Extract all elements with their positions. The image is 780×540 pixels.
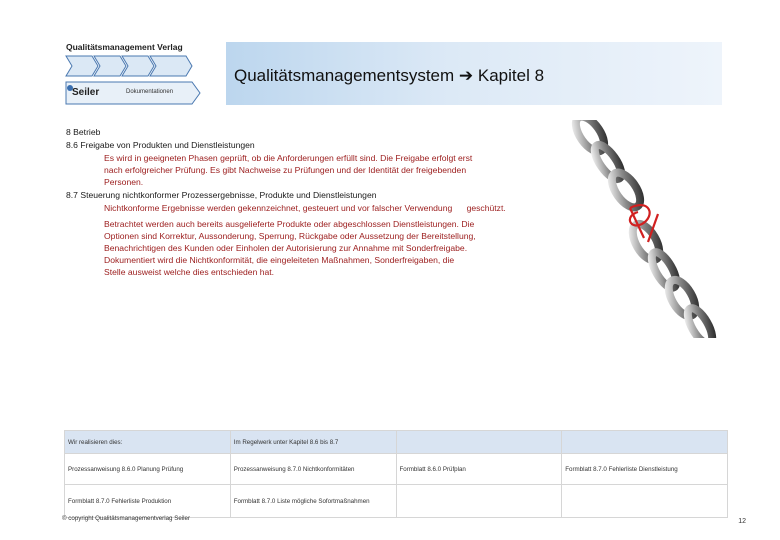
logo-title: Qualitätsmanagement Verlag (66, 42, 183, 52)
reference-table (64, 430, 728, 518)
title-text: Qualitätsmanagementsystem (234, 66, 455, 85)
table-header-row (65, 431, 728, 454)
table-cell: Prozessanweisung 8.6.0 Planung Prüfung (65, 454, 231, 485)
paragraph-8-6-line: nach erfolgreicher Prüfung. Es gibt Nachweise zu Prüfungen und der Identität der freigebenden (104, 165, 467, 175)
table-cell: Wir realisieren dies: (65, 431, 231, 454)
chapter-label: Kapitel 8 (477, 66, 545, 85)
table-cell: Formblatt 8.7.0 Fehlerliste Produktion (65, 485, 231, 518)
table-cell (396, 431, 562, 454)
table-row (65, 485, 728, 518)
paragraph-8-7-line: Benachrichtigen des Kunden oder Einholen der Autorisierung zur Annahme mit Sonderfreigabe. (104, 243, 468, 253)
page-number: 12 (738, 518, 746, 525)
table-cell (562, 431, 728, 454)
logo-subtitle: Dokumentationen (126, 89, 174, 95)
header-banner (226, 42, 722, 105)
paragraph-8-6-line: Es wird in geeigneten Phasen geprüft, ob die Anforderungen erfüllt sind. Die Freigabe erfolgt erst (104, 153, 473, 163)
table-cell: Prozessanweisung 8.7.0 Nichtkonformitäten (230, 454, 396, 485)
paragraph-8-6-line: Personen. (104, 177, 144, 187)
section-heading-8-6: 8.6 Freigabe von Produkten und Dienstleistungen (66, 140, 255, 150)
table-cell: Formblatt 8.7.0 Liste mögliche Sofortmaßnahmen (230, 485, 396, 518)
table-cell: Formblatt 8.7.0 Fehlerliste Dienstleistung (562, 454, 728, 485)
paragraph-8-7-line: Optionen sind Korrektur, Aussonderung, Sperrung, Rückgabe oder Aussetzung der Bereitstellung, (104, 231, 476, 241)
section-heading-8: 8 Betrieb (66, 127, 101, 137)
table-cell (396, 485, 562, 518)
paragraph-8-7-line: Betrachtet werden auch bereits ausgelieferte Produkte oder abgeschlossen Dienstleistungen. Die (104, 219, 475, 229)
paragraph-8-7-line: Dokumentiert wird die Nichtkonformität, die eingeleiteten Maßnahmen, Sonderfreigaben, die (104, 255, 455, 265)
table-row (65, 454, 728, 485)
arrow-right-icon: ➔ (458, 66, 474, 85)
logo-brand: Seiler (72, 87, 100, 98)
paragraph-8-7-line: Stelle ausweist welche dies entschieden hat. (104, 267, 275, 277)
table-cell: Formblatt 8.6.0 Prüfplan (396, 454, 562, 485)
page-title (234, 66, 544, 86)
copyright-notice: © copyright Qualitätsmanagementverlag Seiler (62, 515, 191, 522)
paragraph-8-7-line: Nichtkonforme Ergebnisse werden gekennzeichnet, gesteuert und vor falscher Verwendung geschützt. (104, 203, 506, 213)
table-cell: Im Regelwerk unter Kapitel 8.6 bis 8.7 (230, 431, 396, 454)
table-cell (562, 485, 728, 518)
chain-illustration (560, 120, 728, 338)
publisher-logo (62, 42, 212, 106)
section-heading-8-7: 8.7 Steuerung nichtkonformer Prozessergebnisse, Produkte und Dienstleistungen (66, 190, 377, 200)
